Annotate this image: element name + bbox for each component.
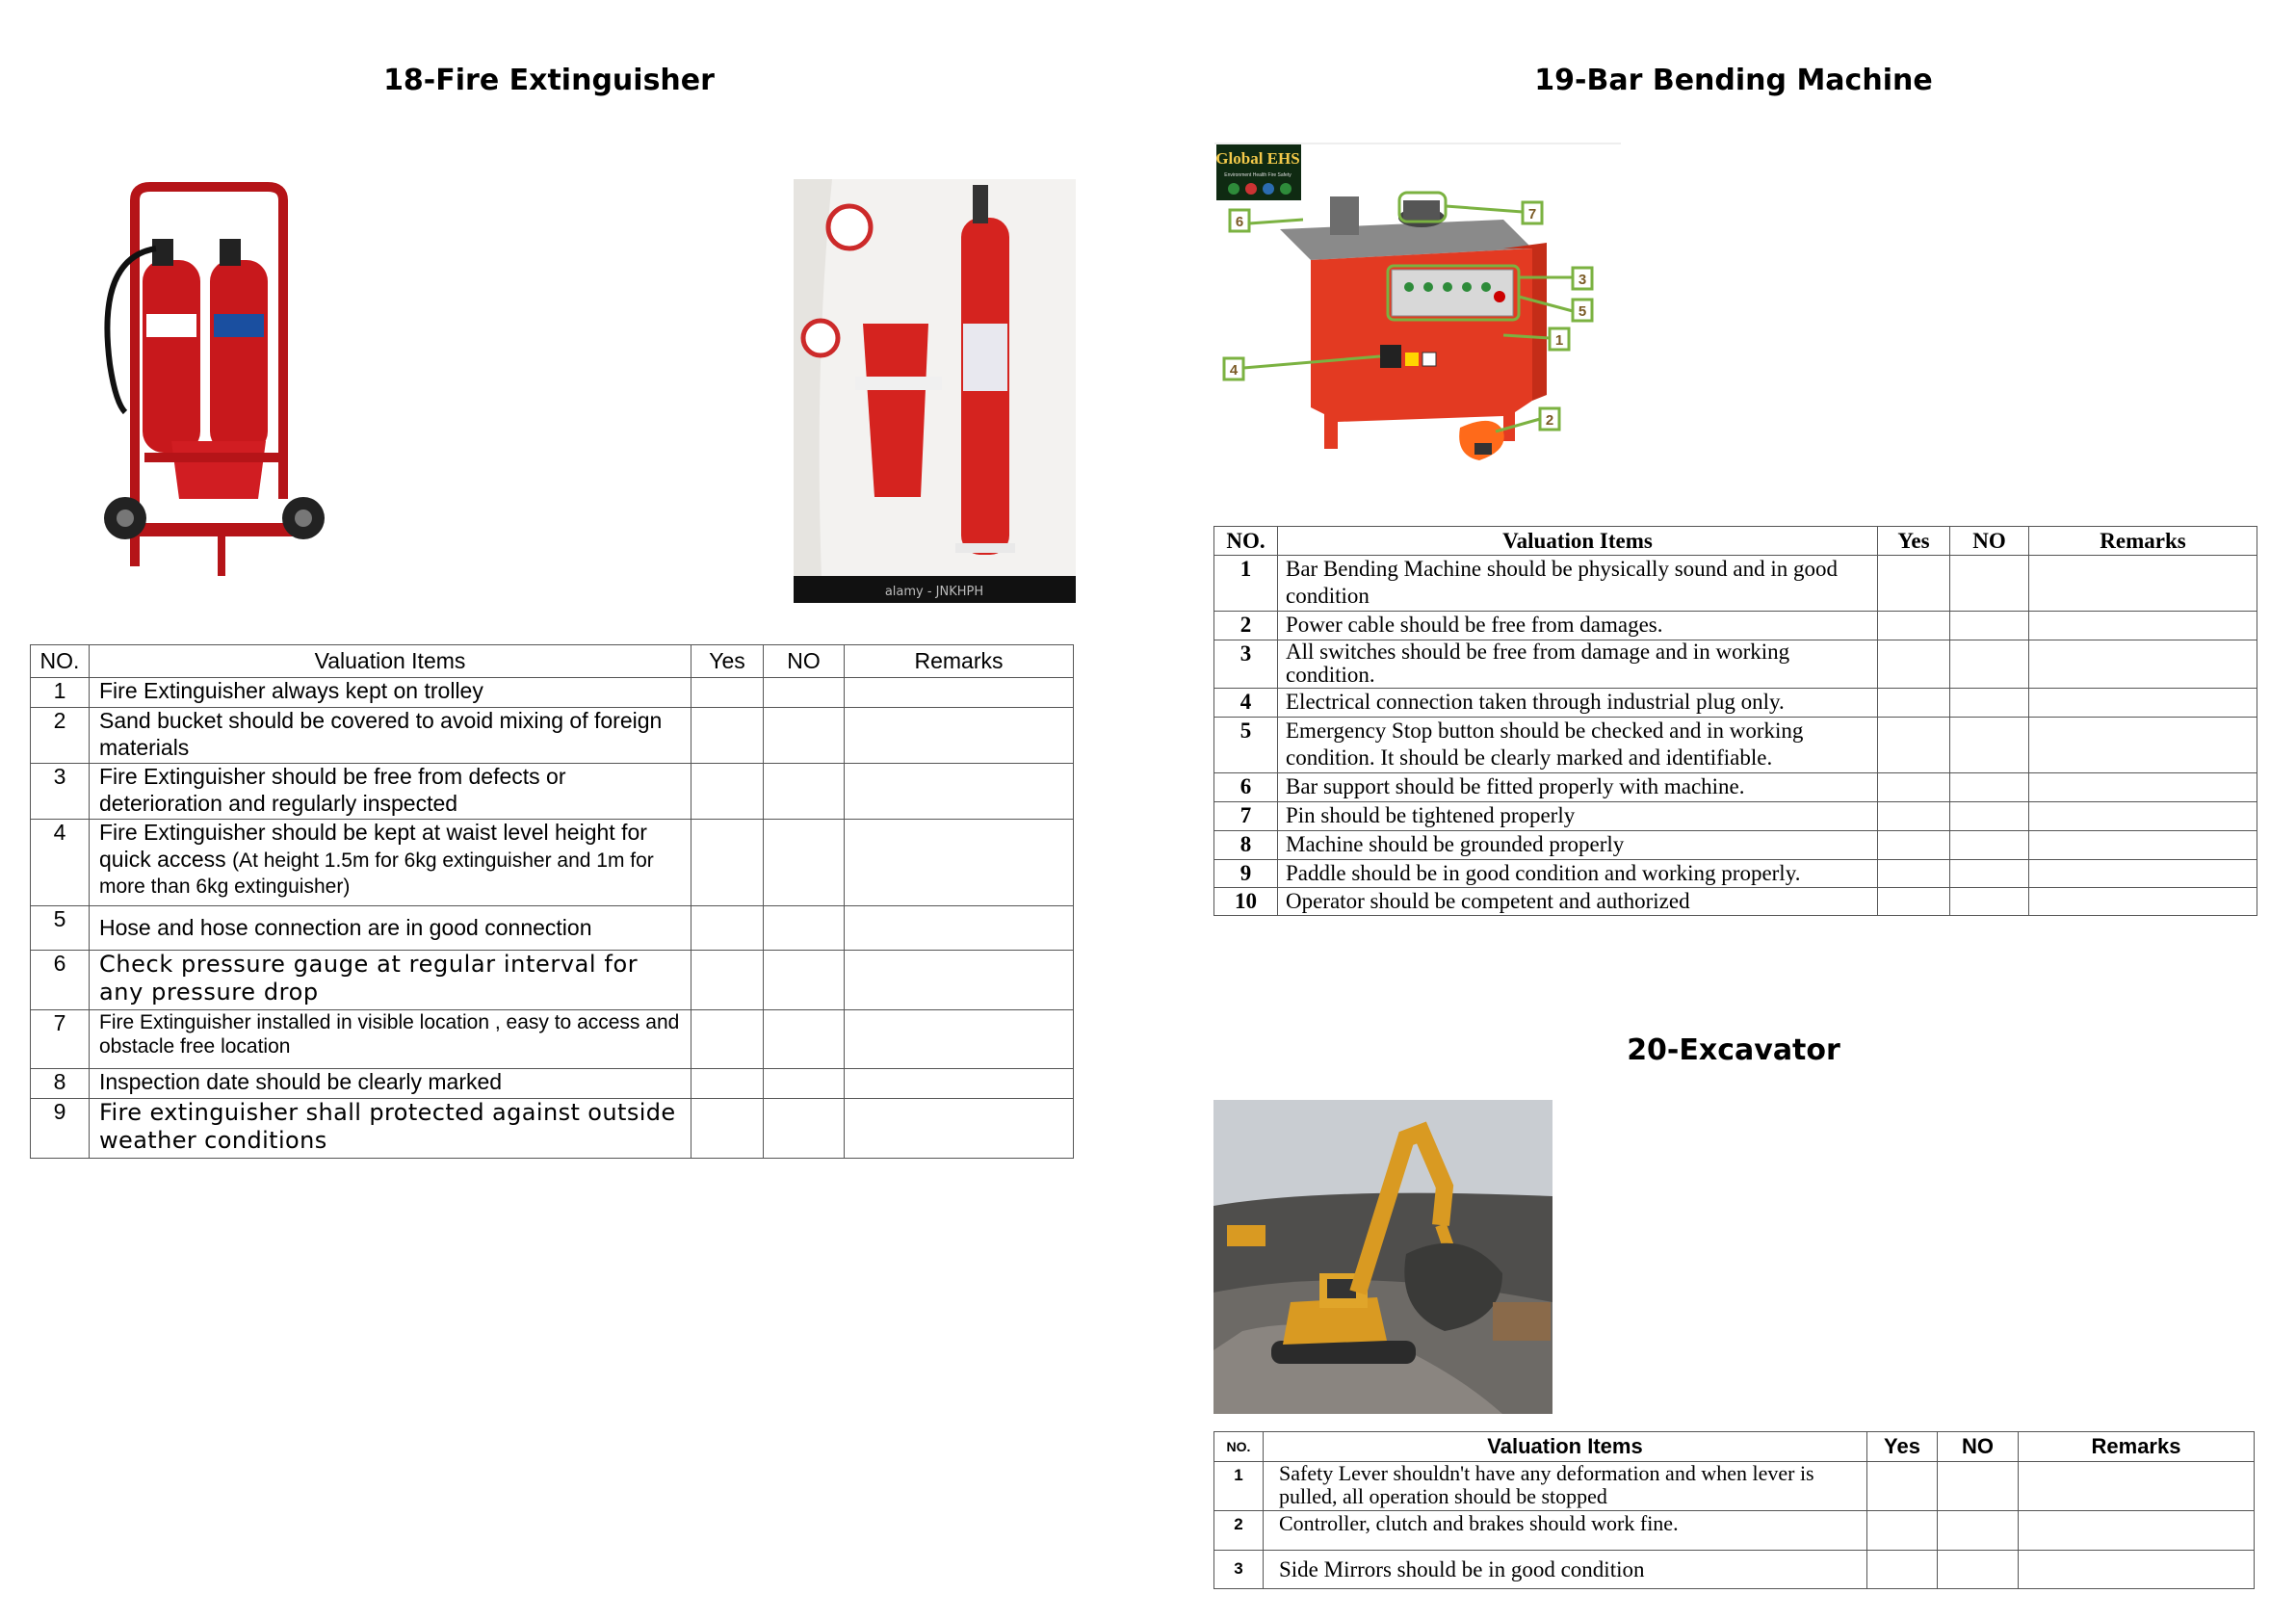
row-number: 4: [1214, 689, 1278, 718]
section-title-fire-extinguisher: 18-Fire Extinguisher: [383, 64, 715, 97]
table-header-row: [1214, 1432, 2255, 1462]
yes-cell[interactable]: [1878, 556, 1950, 612]
header-remarks: Remarks: [2019, 1432, 2255, 1462]
header-remarks: Remarks: [845, 645, 1074, 678]
remarks-cell[interactable]: [2029, 689, 2257, 718]
callout-6: 6: [1235, 214, 1244, 230]
remarks-cell[interactable]: [845, 708, 1074, 764]
header-no-answer: NO: [764, 645, 845, 678]
row-number: 2: [1214, 1511, 1264, 1551]
table-row: [31, 820, 1074, 906]
no-cell[interactable]: [1950, 773, 2029, 802]
row-number: 2: [31, 708, 90, 764]
yes-cell[interactable]: [1878, 773, 1950, 802]
remarks-cell[interactable]: [845, 820, 1074, 906]
table-row: [31, 1099, 1074, 1159]
row-number: 6: [1214, 773, 1278, 802]
row-number: 10: [1214, 888, 1278, 916]
row-item: Fire Extinguisher installed in visible location , easy to access and obstacle free location: [90, 1010, 691, 1069]
header-yes: Yes: [1878, 527, 1950, 556]
remarks-cell[interactable]: [2029, 773, 2257, 802]
row-number: 5: [1214, 718, 1278, 773]
logo-title: Global EHS: [1215, 149, 1300, 168]
row-number: 6: [31, 951, 90, 1010]
row-number: 5: [31, 906, 90, 951]
remarks-cell[interactable]: [2019, 1551, 2255, 1589]
callout-4: 4: [1229, 362, 1239, 379]
no-cell[interactable]: [764, 708, 845, 764]
header-valuation-items: Valuation Items: [1264, 1432, 1867, 1462]
row-item: Electrical connection taken through industrial plug only.: [1278, 689, 1878, 718]
row-number: 8: [31, 1069, 90, 1099]
row-item: Bar support should be fitted properly with machine.: [1278, 773, 1878, 802]
no-cell[interactable]: [764, 951, 845, 1010]
row-number: 9: [31, 1099, 90, 1159]
yes-cell[interactable]: [1867, 1462, 1938, 1511]
yes-cell[interactable]: [691, 764, 764, 820]
yes-cell[interactable]: [691, 951, 764, 1010]
watermark-text: alamy - JNKHPH: [884, 585, 984, 599]
header-valuation-items: Valuation Items: [90, 645, 691, 678]
row-item: Fire Extinguisher should be free from defects or deterioration and regularly inspected: [90, 764, 691, 820]
table-row: [1214, 1551, 2255, 1589]
header-no: NO.: [1214, 527, 1278, 556]
yes-cell[interactable]: [1878, 612, 1950, 640]
table-header-row: [1214, 527, 2257, 556]
row-item-with-note: [90, 820, 691, 906]
table-row: [1214, 556, 2257, 612]
bar-bending-machine-photo: [1214, 143, 1621, 482]
section-title-bar-bending-machine: 19-Bar Bending Machine: [1534, 64, 1933, 97]
remarks-cell[interactable]: [845, 1099, 1074, 1159]
fire-extinguisher-checklist-table: [30, 644, 1074, 1159]
no-cell[interactable]: [1950, 831, 2029, 860]
header-remarks: Remarks: [2029, 527, 2257, 556]
remarks-cell[interactable]: [845, 1010, 1074, 1069]
row-item: Side Mirrors should be in good condition: [1264, 1551, 1867, 1589]
yes-cell[interactable]: [691, 906, 764, 951]
row-number: 7: [31, 1010, 90, 1069]
no-cell[interactable]: [1950, 640, 2029, 689]
table-row: [1214, 802, 2257, 831]
header-no: NO.: [31, 645, 90, 678]
row-item: Check pressure gauge at regular interval for any pressure drop: [90, 951, 691, 1010]
logo-subtitle: Environment Health Fire Safety: [1224, 172, 1292, 178]
row-number: 1: [1214, 556, 1278, 612]
table-row: [31, 1010, 1074, 1069]
yes-cell[interactable]: [1878, 831, 1950, 860]
yes-cell[interactable]: [691, 708, 764, 764]
table-row: [31, 678, 1074, 708]
yes-cell[interactable]: [691, 1099, 764, 1159]
table-row: [31, 951, 1074, 1010]
remarks-cell[interactable]: [2019, 1511, 2255, 1551]
row-number: 4: [31, 820, 90, 906]
callout-1: 1: [1554, 332, 1564, 349]
callout-5: 5: [1578, 303, 1587, 320]
table-row: [1214, 1511, 2255, 1551]
remarks-cell[interactable]: [2029, 556, 2257, 612]
remarks-cell[interactable]: [2029, 831, 2257, 860]
header-yes: Yes: [691, 645, 764, 678]
row-item: Safety Lever shouldn't have any deformation and when lever is pulled, all operation should be stopped: [1264, 1462, 1867, 1511]
row-item: Power cable should be free from damages.: [1278, 612, 1878, 640]
header-no-answer: NO: [1938, 1432, 2019, 1462]
no-cell[interactable]: [764, 906, 845, 951]
callout-2: 2: [1545, 412, 1554, 429]
row-item: Hose and hose connection are in good connection: [90, 906, 691, 951]
no-cell[interactable]: [1950, 888, 2029, 916]
remarks-cell[interactable]: [845, 906, 1074, 951]
table-row: [31, 1069, 1074, 1099]
yes-cell[interactable]: [691, 678, 764, 708]
callout-3: 3: [1578, 272, 1587, 288]
yes-cell[interactable]: [1867, 1511, 1938, 1551]
remarks-cell[interactable]: [2029, 860, 2257, 888]
no-cell[interactable]: [1950, 802, 2029, 831]
row-number: 3: [1214, 1551, 1264, 1589]
table-row: [1214, 612, 2257, 640]
remarks-cell[interactable]: [845, 764, 1074, 820]
row-item: All switches should be free from damage and in working condition.: [1278, 640, 1878, 689]
row-item: Machine should be grounded properly: [1278, 831, 1878, 860]
table-row: [1214, 773, 2257, 802]
yes-cell[interactable]: [691, 1069, 764, 1099]
bar-bending-checklist-table: [1213, 526, 2257, 916]
row-number: 8: [1214, 831, 1278, 860]
excavator-photo: [1213, 1100, 1552, 1414]
remarks-cell[interactable]: [2029, 718, 2257, 773]
remarks-cell[interactable]: [845, 1069, 1074, 1099]
yes-cell[interactable]: [1867, 1551, 1938, 1589]
yes-cell[interactable]: [691, 1010, 764, 1069]
table-row: [31, 764, 1074, 820]
row-item-note: (At height 1.5m for 6kg extinguisher and 1m for more than 6kg extinguisher): [99, 849, 654, 899]
row-item: Fire Extinguisher should be kept at waist level height for quick access: [99, 820, 647, 872]
no-cell[interactable]: [1950, 860, 2029, 888]
row-number: 7: [1214, 802, 1278, 831]
row-item: Pin should be tightened properly: [1278, 802, 1878, 831]
excavator-checklist-table: [1213, 1431, 2255, 1589]
table-row: [1214, 888, 2257, 916]
row-number: 3: [1214, 640, 1278, 689]
remarks-cell[interactable]: [845, 951, 1074, 1010]
row-number: 2: [1214, 612, 1278, 640]
row-item: Bar Bending Machine should be physically sound and in good condition: [1278, 556, 1878, 612]
no-cell[interactable]: [764, 678, 845, 708]
no-cell[interactable]: [764, 1099, 845, 1159]
row-number: 1: [1214, 1462, 1264, 1511]
row-item: Operator should be competent and authorized: [1278, 888, 1878, 916]
table-row: [1214, 831, 2257, 860]
row-item: Inspection date should be clearly marked: [90, 1069, 691, 1099]
header-no-answer: NO: [1950, 527, 2029, 556]
yes-cell[interactable]: [1878, 640, 1950, 689]
no-cell[interactable]: [1950, 612, 2029, 640]
table-row: [1214, 860, 2257, 888]
table-header-row: [31, 645, 1074, 678]
header-valuation-items: Valuation Items: [1278, 527, 1878, 556]
remarks-cell[interactable]: [845, 678, 1074, 708]
row-item: Controller, clutch and brakes should work fine.: [1264, 1511, 1867, 1551]
yes-cell[interactable]: [1878, 718, 1950, 773]
table-row: [1214, 689, 2257, 718]
no-cell[interactable]: [1950, 689, 2029, 718]
no-cell[interactable]: [1938, 1551, 2019, 1589]
table-row: [31, 906, 1074, 951]
callout-7: 7: [1527, 206, 1537, 222]
no-cell[interactable]: [1938, 1511, 2019, 1551]
yes-cell[interactable]: [691, 820, 764, 906]
no-cell[interactable]: [1950, 556, 2029, 612]
row-item: Sand bucket should be covered to avoid mixing of foreign materials: [90, 708, 691, 764]
no-cell[interactable]: [1950, 718, 2029, 773]
yes-cell[interactable]: [1878, 888, 1950, 916]
header-yes: Yes: [1867, 1432, 1938, 1462]
remarks-cell[interactable]: [2029, 888, 2257, 916]
remarks-cell[interactable]: [2029, 802, 2257, 831]
row-item: Paddle should be in good condition and working properly.: [1278, 860, 1878, 888]
no-cell[interactable]: [764, 1069, 845, 1099]
yes-cell[interactable]: [1878, 802, 1950, 831]
table-row: [1214, 1462, 2255, 1511]
table-row: [31, 708, 1074, 764]
yes-cell[interactable]: [1878, 689, 1950, 718]
row-number: 9: [1214, 860, 1278, 888]
table-row: [1214, 640, 2257, 689]
row-item: Fire Extinguisher always kept on trolley: [90, 678, 691, 708]
no-cell[interactable]: [764, 1010, 845, 1069]
no-cell[interactable]: [764, 820, 845, 906]
table-row: [1214, 718, 2257, 773]
section-title-excavator: 20-Excavator: [1627, 1033, 1840, 1067]
remarks-cell[interactable]: [2029, 612, 2257, 640]
row-number: 1: [31, 678, 90, 708]
no-cell[interactable]: [764, 764, 845, 820]
yes-cell[interactable]: [1878, 860, 1950, 888]
wall-mounted-extinguisher-photo: [794, 179, 1076, 603]
header-no: NO.: [1214, 1432, 1264, 1462]
remarks-cell[interactable]: [2029, 640, 2257, 689]
row-number: 3: [31, 764, 90, 820]
fire-extinguisher-trolley-photo: [96, 181, 327, 586]
row-item: Fire extinguisher shall protected against outside weather conditions: [90, 1099, 691, 1159]
row-item: Emergency Stop button should be checked and in working condition. It should be clearly marked and identifiable.: [1278, 718, 1878, 773]
no-cell[interactable]: [1938, 1462, 2019, 1511]
remarks-cell[interactable]: [2019, 1462, 2255, 1511]
